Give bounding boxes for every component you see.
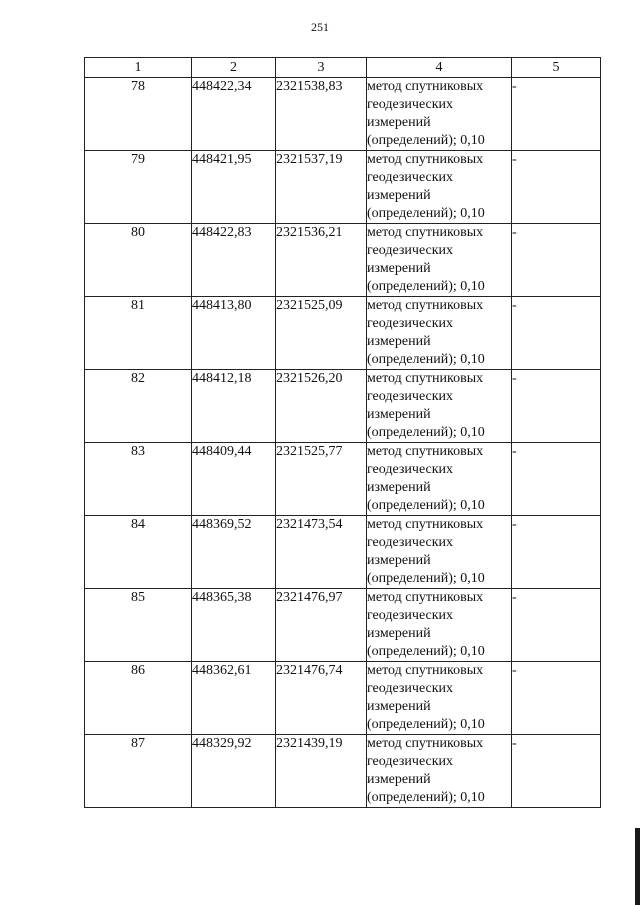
coordinate-x: 448365,38 xyxy=(192,589,276,662)
coordinate-x: 448362,61 xyxy=(192,662,276,735)
scan-edge-mark xyxy=(635,828,640,905)
coordinate-y: 2321439,19 xyxy=(276,735,367,808)
point-note: - xyxy=(512,516,601,589)
coordinate-y: 2321476,74 xyxy=(276,662,367,735)
coordinate-y: 2321537,19 xyxy=(276,151,367,224)
coordinate-y: 2321476,97 xyxy=(276,589,367,662)
measurement-method: метод спутниковых геодезических измерений (определений); 0,10 xyxy=(367,662,512,735)
measurement-method: метод спутниковых геодезических измерений (определений); 0,10 xyxy=(367,78,512,151)
measurement-method: метод спутниковых геодезических измерений (определений); 0,10 xyxy=(367,516,512,589)
header-col-1: 1 xyxy=(85,58,192,78)
coordinate-x: 448422,83 xyxy=(192,224,276,297)
table-row xyxy=(85,443,601,516)
coordinates-table xyxy=(84,57,601,808)
table-header xyxy=(85,58,601,78)
point-number: 86 xyxy=(85,662,192,735)
header-col-5: 5 xyxy=(512,58,601,78)
coordinate-y: 2321526,20 xyxy=(276,370,367,443)
measurement-method: метод спутниковых геодезических измерений (определений); 0,10 xyxy=(367,224,512,297)
point-note: - xyxy=(512,443,601,516)
coordinate-x: 448412,18 xyxy=(192,370,276,443)
point-note: - xyxy=(512,151,601,224)
coordinate-y: 2321536,21 xyxy=(276,224,367,297)
point-number: 85 xyxy=(85,589,192,662)
header-col-3: 3 xyxy=(276,58,367,78)
point-number: 83 xyxy=(85,443,192,516)
coordinate-x: 448413,80 xyxy=(192,297,276,370)
coordinate-x: 448329,92 xyxy=(192,735,276,808)
measurement-method: метод спутниковых геодезических измерений (определений); 0,10 xyxy=(367,370,512,443)
point-note: - xyxy=(512,78,601,151)
point-note: - xyxy=(512,224,601,297)
coordinate-x: 448421,95 xyxy=(192,151,276,224)
point-note: - xyxy=(512,370,601,443)
point-note: - xyxy=(512,297,601,370)
point-note: - xyxy=(512,735,601,808)
measurement-method: метод спутниковых геодезических измерений (определений); 0,10 xyxy=(367,589,512,662)
header-col-2: 2 xyxy=(192,58,276,78)
coordinate-x: 448369,52 xyxy=(192,516,276,589)
point-number: 82 xyxy=(85,370,192,443)
table-row xyxy=(85,370,601,443)
measurement-method: метод спутниковых геодезических измерений (определений); 0,10 xyxy=(367,735,512,808)
measurement-method: метод спутниковых геодезических измерений (определений); 0,10 xyxy=(367,297,512,370)
coordinate-y: 2321525,77 xyxy=(276,443,367,516)
measurement-method: метод спутниковых геодезических измерений (определений); 0,10 xyxy=(367,151,512,224)
point-number: 84 xyxy=(85,516,192,589)
table-row xyxy=(85,589,601,662)
coordinate-y: 2321473,54 xyxy=(276,516,367,589)
table-row xyxy=(85,224,601,297)
table-row xyxy=(85,516,601,589)
point-number: 79 xyxy=(85,151,192,224)
point-number: 87 xyxy=(85,735,192,808)
coordinate-y: 2321538,83 xyxy=(276,78,367,151)
page-number: 251 xyxy=(311,20,329,34)
point-number: 81 xyxy=(85,297,192,370)
point-number: 78 xyxy=(85,78,192,151)
coordinate-x: 448409,44 xyxy=(192,443,276,516)
header-row xyxy=(85,58,601,78)
coordinate-x: 448422,34 xyxy=(192,78,276,151)
table-row xyxy=(85,735,601,808)
table-row xyxy=(85,297,601,370)
table-row xyxy=(85,662,601,735)
measurement-method: метод спутниковых геодезических измерений (определений); 0,10 xyxy=(367,443,512,516)
point-note: - xyxy=(512,589,601,662)
table-row xyxy=(85,151,601,224)
point-note: - xyxy=(512,662,601,735)
table-row xyxy=(85,78,601,151)
coordinate-y: 2321525,09 xyxy=(276,297,367,370)
table-body xyxy=(85,78,601,808)
point-number: 80 xyxy=(85,224,192,297)
header-col-4: 4 xyxy=(367,58,512,78)
